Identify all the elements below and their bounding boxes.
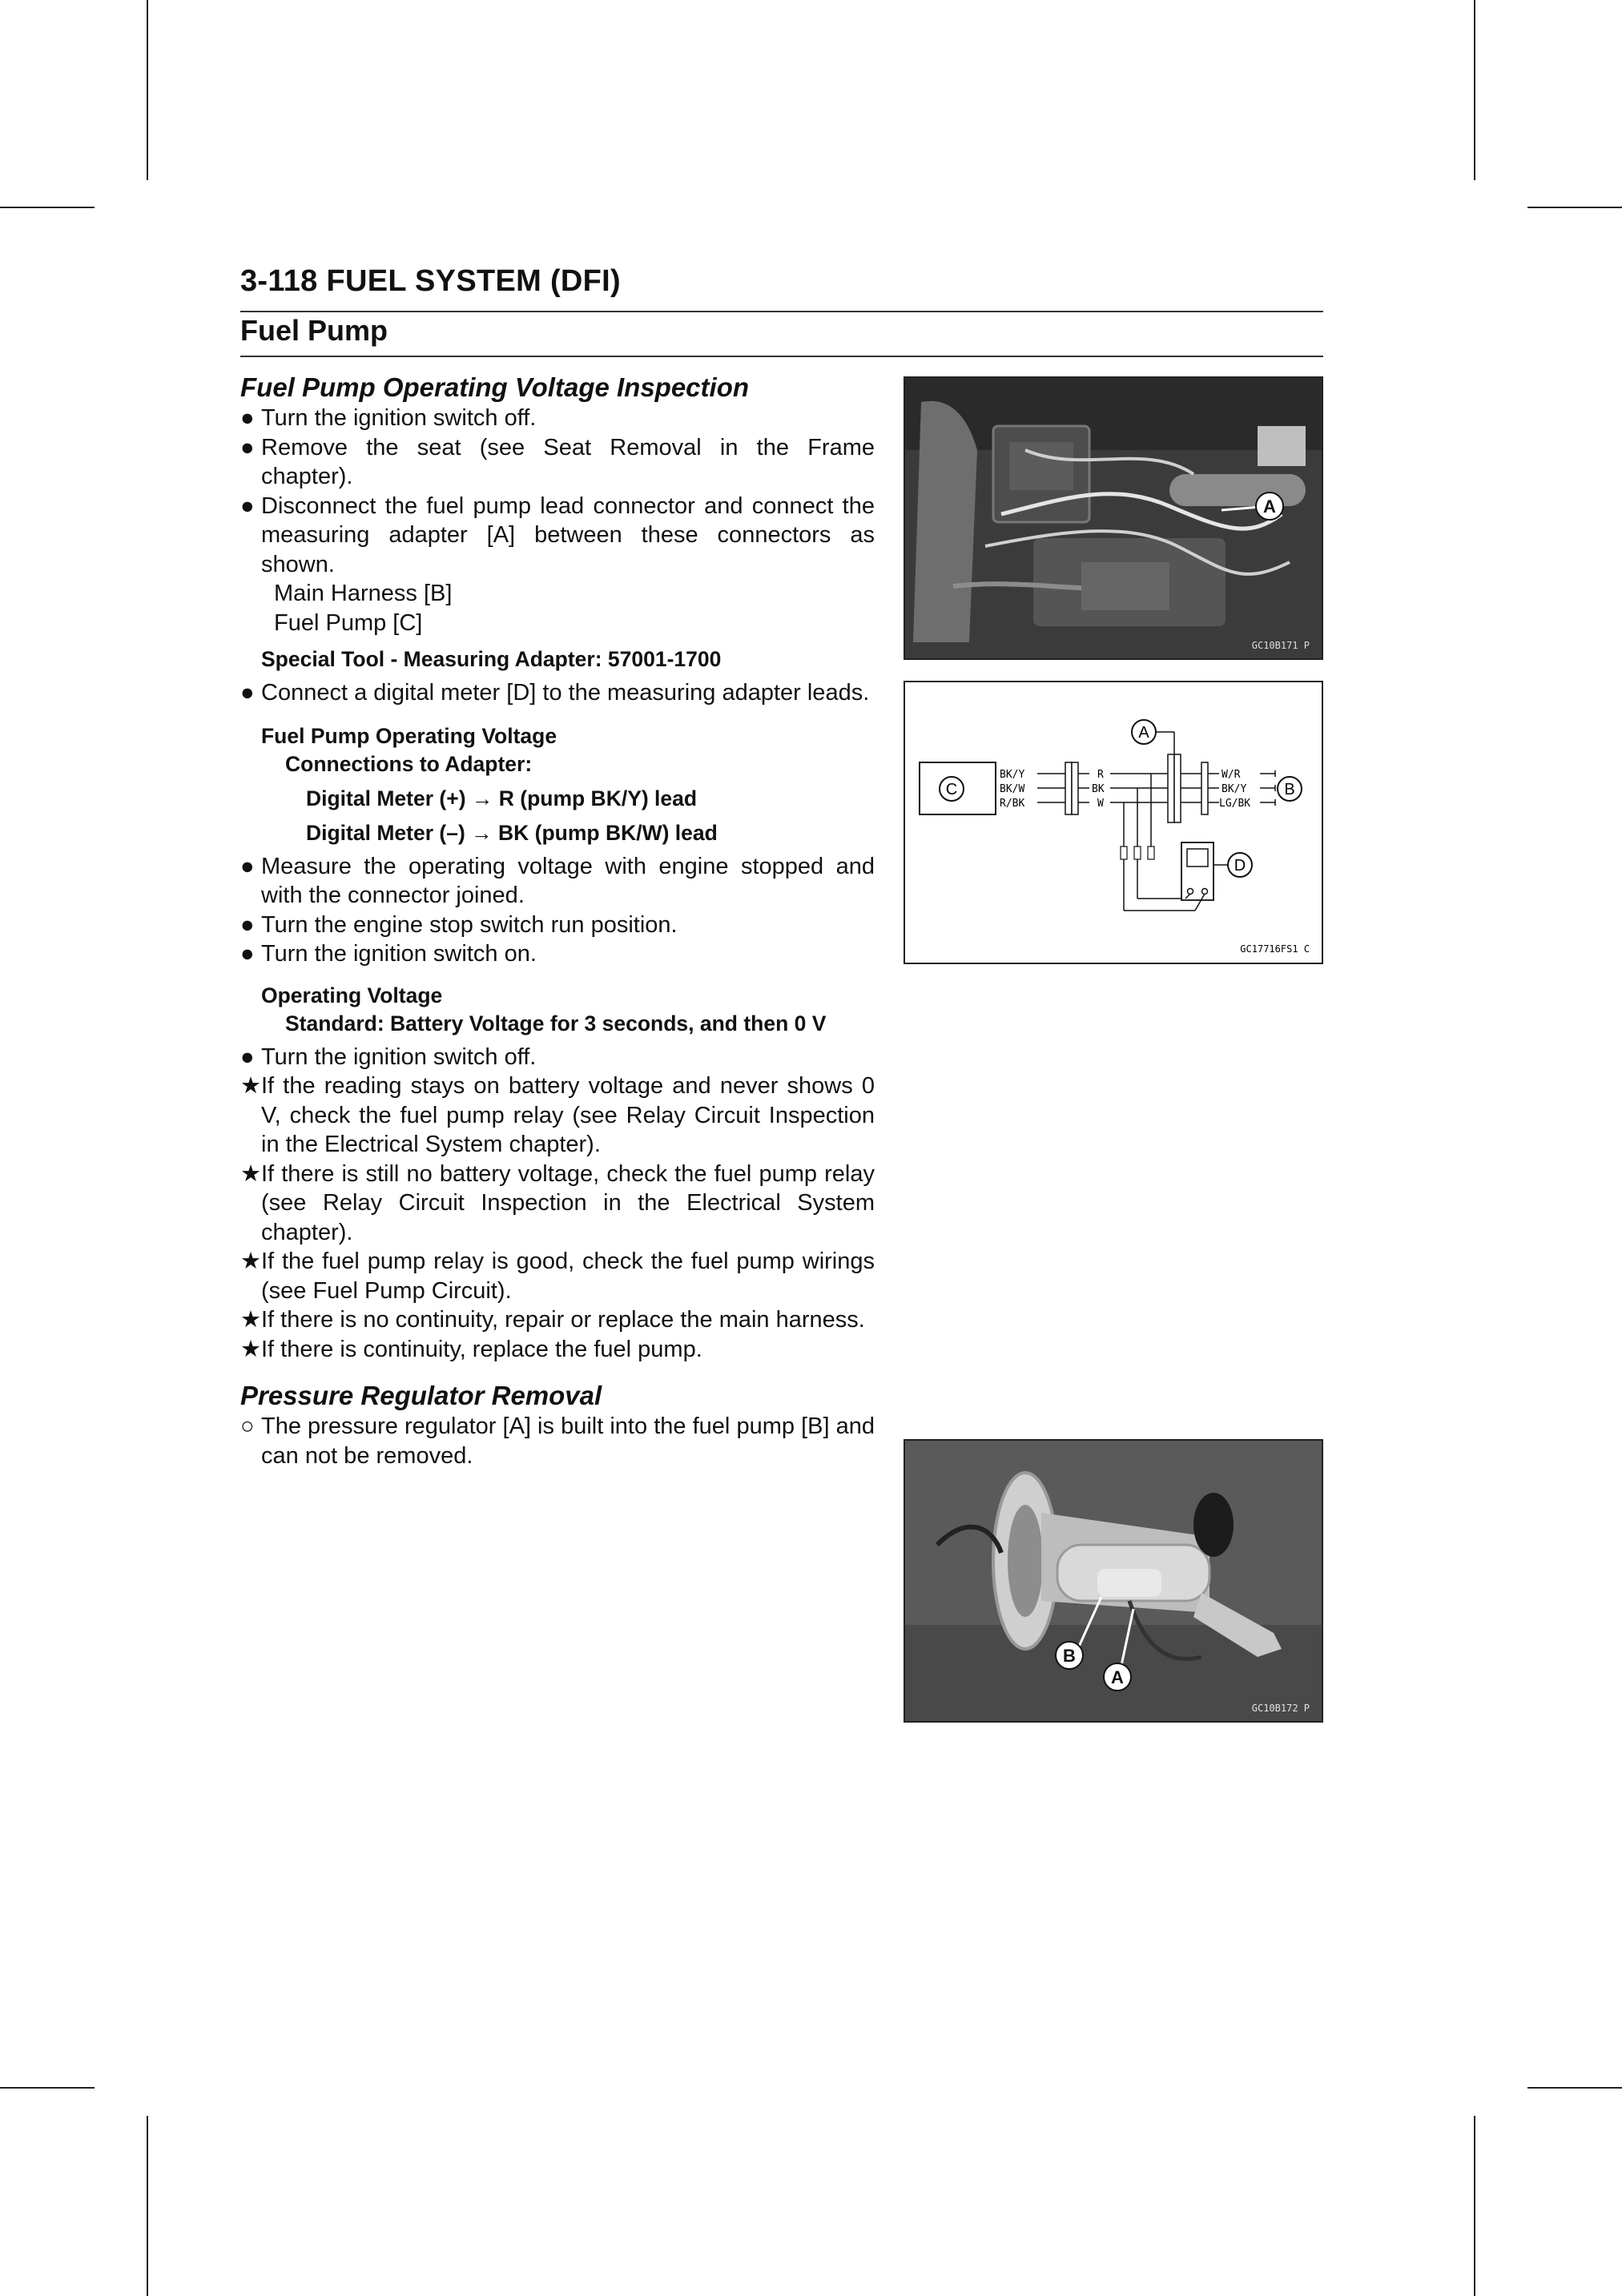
wire-label: R [1097,769,1104,781]
crop-mark [1527,2087,1622,2089]
steps-list-c [240,852,875,969]
step-item: ● Turn the ignition switch on. [240,941,537,967]
wire-label: BK/W [1000,783,1025,795]
step-item: ★ If there is still no battery voltage, check the fuel pump relay (see Relay Circuit Inspection in the Electrical System chapter). [240,1160,875,1245]
callout-a-label: A [1138,724,1149,742]
callout-c-label: C [945,781,958,798]
step-item: ● Measure the operating voltage with engine stopped and with the connector joined. [240,853,875,908]
spec-title: Fuel Pump Operating Voltage [261,723,557,748]
spec-line: Standard: Battery Voltage for 3 seconds, and then 0 V [285,1011,827,1035]
special-tool: Special Tool - Measuring Adapter: 57001-1700 [261,647,722,671]
wire-label: W [1097,798,1104,810]
crop-mark [147,2116,148,2296]
wire-label: BK/Y [1000,769,1025,781]
crop-mark [0,2087,95,2089]
callout-b-label: B [1284,781,1295,798]
crop-mark [0,207,95,208]
photo-illustration [905,378,1322,658]
spec-operating-voltage [261,982,875,1038]
section-title: Fuel Pump [240,314,388,347]
header-rule [240,311,1323,312]
crop-mark [1474,2116,1475,2296]
photo-fuel-pump-assembly [904,1439,1323,1723]
wire-label: W/R [1222,769,1241,781]
figure-code: GC10B172 P [1251,1703,1310,1714]
step-item: ● Turn the ignition switch off. [240,405,537,431]
step-item: ★ If there is no continuity, repair or replace the main harness. [240,1307,865,1333]
wire-label: BK/Y [1222,783,1247,795]
steps-list-d [240,1043,875,1365]
wire-label: BK [1092,783,1105,795]
step-item: ★ If there is continuity, replace the fuel pump. [240,1336,702,1362]
step-item: ★ If the reading stays on battery voltage and never shows 0 V, check the fuel pump relay (see Relay Circuit Inspection in the Electrical System chapter). [240,1073,875,1157]
voltage-inspection-title: Fuel Pump Operating Voltage Inspection [240,372,750,402]
crop-mark [1527,207,1622,208]
spec-operating-voltage-connections [261,722,875,847]
wiring-diagram [904,681,1323,964]
crop-mark [147,0,148,180]
step-item: ● Connect a digital meter [D] to the measuring adapter leads. [240,680,870,706]
step-item: ● Remove the seat (see Seat Removal in the Frame chapter). [240,434,875,489]
sub-item-fuel-pump: Fuel Pump [C] [274,609,423,636]
crop-mark [1474,0,1475,180]
step-item: ○ The pressure regulator [A] is built into the fuel pump [B] and can not be removed. [240,1413,875,1469]
callout-d-label: D [1234,857,1246,875]
spec-line: Digital Meter (–) → BK (pump BK/W) lead [306,820,718,845]
step-item: ★ If the fuel pump relay is good, check the fuel pump wirings (see Fuel Pump Circuit). [240,1249,875,1304]
diagram-svg [905,682,1322,963]
section-rule [240,356,1323,357]
callout-a-label: A [1263,497,1276,517]
step-item: ● Turn the ignition switch off. [240,1043,537,1070]
wire-label: LG/BK [1219,798,1251,810]
spec-subtitle: Connections to Adapter: [285,751,533,776]
photo-fuel-pump-connector [904,376,1323,660]
callout-b-label: B [1063,1646,1076,1666]
wire-label: R/BK [1000,798,1025,810]
callout-a-label: A [1111,1667,1124,1687]
spec-title: Operating Voltage [261,983,443,1007]
spec-line: Digital Meter (+) → R (pump BK/Y) lead [306,786,698,810]
steps-list-a [240,404,875,579]
sub-item-main-harness: Main Harness [B] [274,581,453,606]
figure-code: GC10B171 P [1251,640,1310,651]
photo-illustration [905,1441,1322,1721]
step-item: ● Turn the engine stop switch run position. [240,911,678,938]
regulator-removal-title: Pressure Regulator Removal [240,1381,602,1410]
step-item: ● Disconnect the fuel pump lead connector and connect the measuring adapter [A] between these connectors as shown. [240,493,875,577]
text-column [240,372,875,1470]
figure-code: GC17716FS1 C [1240,943,1310,955]
page-header: 3-118 FUEL SYSTEM (DFI) [240,264,621,298]
